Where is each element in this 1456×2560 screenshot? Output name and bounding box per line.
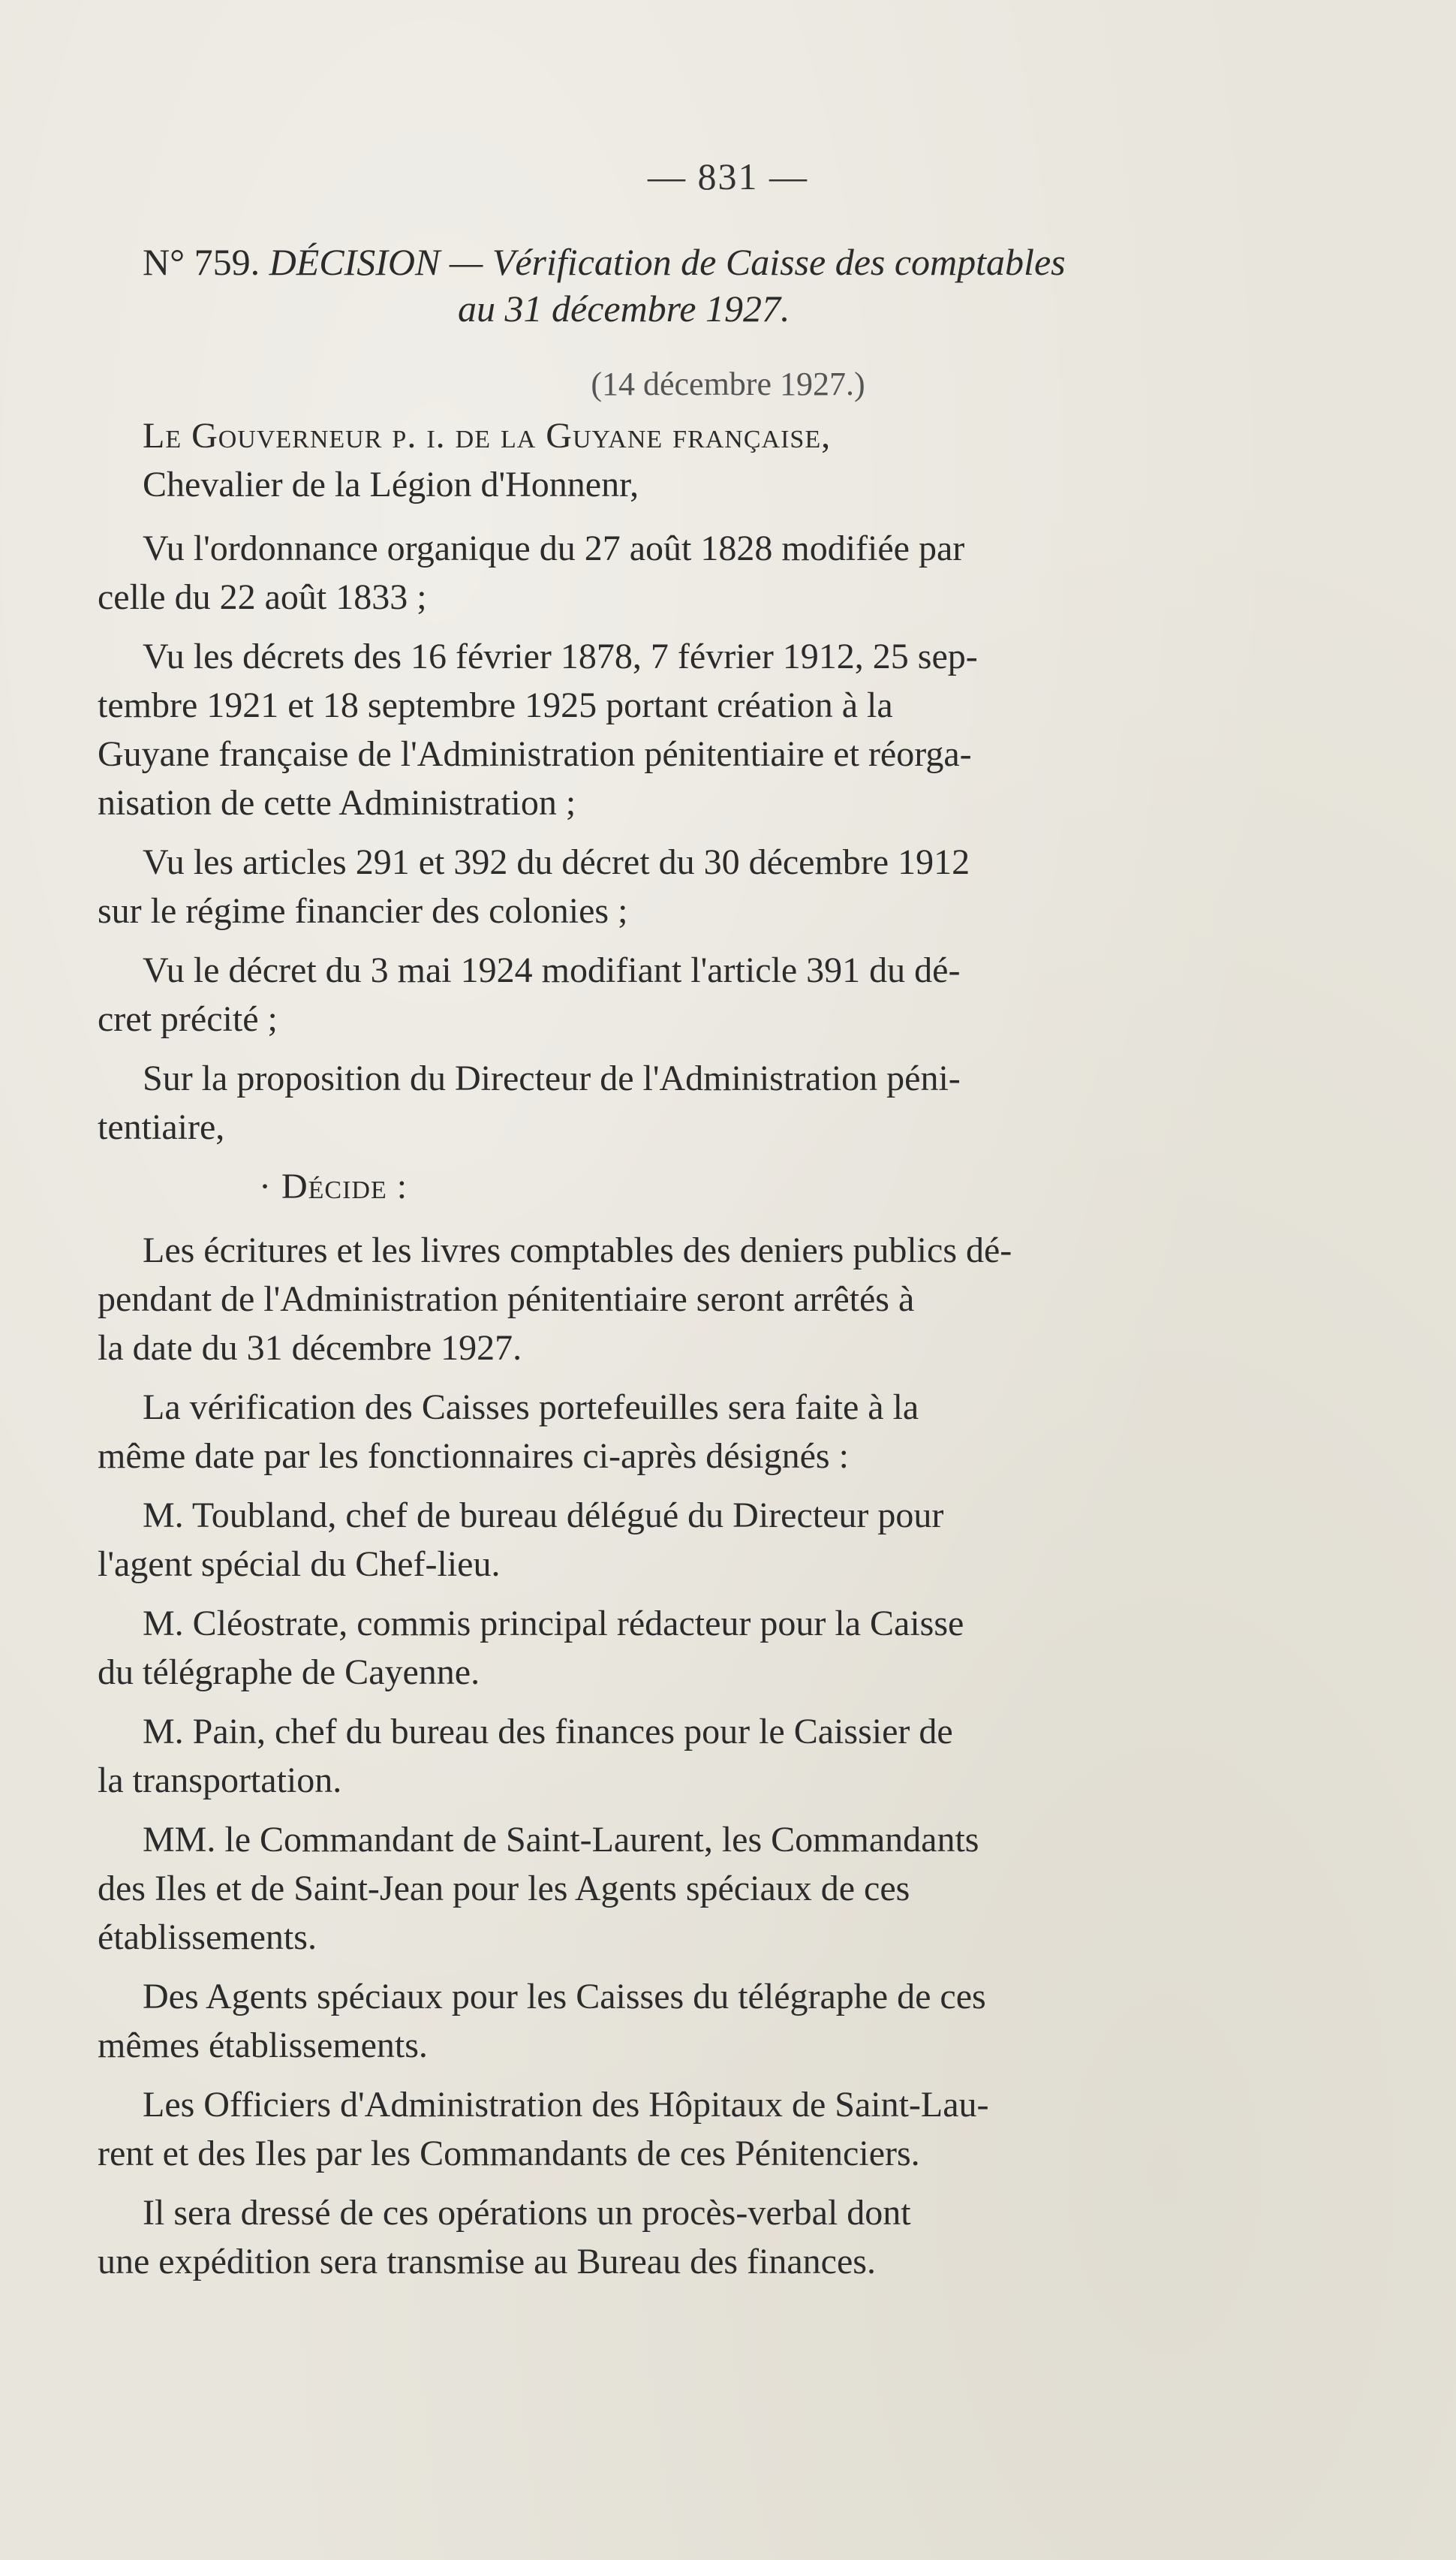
consideration-line: Vu le décret du 3 mai 1924 modifiant l'article 391 du dé- xyxy=(143,950,961,990)
article-line: Les Officiers d'Administration des Hôpitaux de Saint-Lau- xyxy=(143,2085,989,2125)
article-line: l'agent spécial du Chef-lieu. xyxy=(98,1544,501,1584)
consideration-line: sur le régime financier des colonies ; xyxy=(98,891,628,931)
consideration-paragraph xyxy=(98,838,1291,935)
consideration-paragraph xyxy=(98,524,1291,622)
article-paragraph xyxy=(98,1815,1291,1962)
article-line: Les écritures et les livres comptables des deniers publics dé- xyxy=(143,1230,1012,1270)
article-line: La vérification des Caisses portefeuilles sera faite à la xyxy=(143,1387,919,1427)
article-line: mêmes établissements. xyxy=(98,2025,428,2065)
article-paragraph xyxy=(98,1226,1291,1372)
consideration-paragraph xyxy=(98,946,1291,1044)
article-line: rent et des Iles par les Commandants de ces Pénitenciers. xyxy=(98,2134,920,2173)
authority-line1: Le Gouverneur p. i. de la Guyane française, xyxy=(143,416,832,456)
article-line: Il sera dressé de ces opérations un procès-verbal dont xyxy=(143,2193,911,2233)
authority-line2: Chevalier de la Légion d'Honnenr, xyxy=(143,465,639,504)
article-line: des Iles et de Saint-Jean pour les Agents spéciaux de ces xyxy=(98,1869,910,1908)
document-body xyxy=(98,411,1291,2296)
decision-heading xyxy=(143,239,1298,332)
consideration-line: tembre 1921 et 18 septembre 1925 portant création à la xyxy=(98,685,893,725)
decision-date: (14 décembre 1927.) xyxy=(591,366,865,402)
consideration-paragraph xyxy=(98,632,1291,827)
decision-number: N° 759. xyxy=(143,241,260,283)
article-line: pendant de l'Administration pénitentiaire seront arrêtés à xyxy=(98,1279,915,1319)
article-paragraph xyxy=(98,2080,1291,2178)
article-line: M. Cléostrate, commis principal rédacteur pour la Caisse xyxy=(143,1604,964,1643)
consideration-paragraph xyxy=(98,1054,1291,1152)
article-line: une expédition sera transmise au Bureau des finances. xyxy=(98,2242,876,2281)
consideration-line: Vu les articles 291 et 392 du décret du 30 décembre 1912 xyxy=(143,842,970,882)
article-line: MM. le Commandant de Saint-Laurent, les Commandants xyxy=(143,1820,979,1860)
article-paragraph xyxy=(98,2188,1291,2286)
article-line: la transportation. xyxy=(98,1760,342,1800)
consideration-line: celle du 22 août 1833 ; xyxy=(98,577,427,617)
article-line: M. Pain, chef du bureau des finances pour le Caissier de xyxy=(143,1712,953,1751)
article-paragraph xyxy=(98,1383,1291,1480)
article-paragraph xyxy=(98,1599,1291,1697)
article-line: Des Agents spéciaux pour les Caisses du télégraphe de ces xyxy=(143,1977,986,2016)
article-paragraph xyxy=(98,1707,1291,1805)
consideration-line: Guyane française de l'Administration pénitentiaire et réorga- xyxy=(98,734,972,774)
consideration-line: Vu les décrets des 16 février 1878, 7 février 1912, 25 sep- xyxy=(143,637,978,676)
consideration-line: nisation de cette Administration ; xyxy=(98,783,576,823)
article-line: même date par les fonctionnaires ci-après désignés : xyxy=(98,1436,849,1476)
article-line: la date du 31 décembre 1927. xyxy=(98,1328,522,1368)
article-paragraph xyxy=(98,1972,1291,2070)
consideration-line: Vu l'ordonnance organique du 27 août 1828 modifiée par xyxy=(143,529,965,568)
article-line: M. Toubland, chef de bureau délégué du Directeur pour xyxy=(143,1495,944,1535)
consideration-line: tentiaire, xyxy=(98,1107,225,1147)
article-paragraph xyxy=(98,1491,1291,1589)
consideration-line: cret précité ; xyxy=(98,999,278,1039)
article-line: du télégraphe de Cayenne. xyxy=(98,1652,480,1692)
page-number: — 831 — xyxy=(648,155,808,197)
article-line: établissements. xyxy=(98,1917,317,1957)
decide-label: · Décide : xyxy=(259,1167,408,1206)
consideration-line: Sur la proposition du Directeur de l'Administration péni- xyxy=(143,1059,961,1098)
decision-title-line1: DÉCISION — Vérification de Caisse des comptables xyxy=(269,241,1066,283)
decision-title-line2: au 31 décembre 1927. xyxy=(458,288,790,330)
considerations-list xyxy=(98,524,1291,1162)
articles-list xyxy=(98,1226,1291,2296)
